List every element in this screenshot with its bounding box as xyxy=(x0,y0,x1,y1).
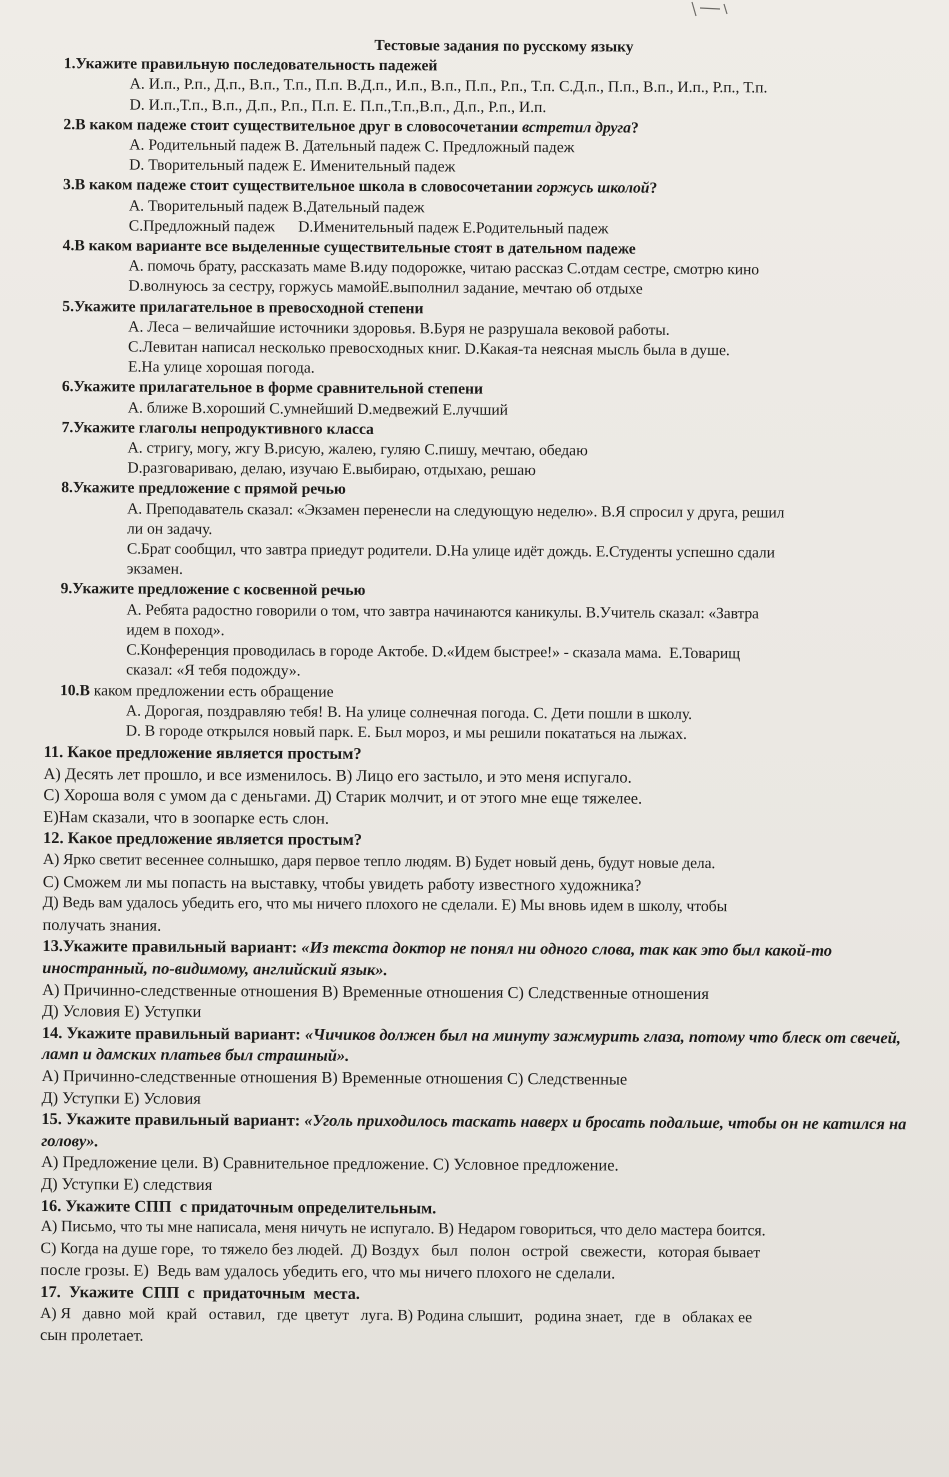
question-text: 4.В каком варианте все выделенные существительные стоят в дательном падеже xyxy=(62,237,636,258)
question-text: 15. Укажите правильный вариант: «Уголь приходилось таскать наверх и бросать подальше, чтобы он не катился на голову». xyxy=(41,1109,907,1151)
answer-line: сказал: «Я тебя подожду». xyxy=(126,661,301,680)
answer-line: А) Предложение цели. В) Сравнительное предложение. С) Условное предложение. xyxy=(41,1152,619,1175)
answer-line: Е.На улице хорошая погода. xyxy=(127,358,315,377)
answer-line: С) Когда на душе горе, то тяжело без людей. Д) Воздух был полон острой свежести, которая бывает xyxy=(40,1239,761,1262)
question-16 xyxy=(36,1195,917,1287)
question-text: 5.Укажите прилагательное в превосходной степени xyxy=(62,297,424,317)
answer-line: А) Ярко светит весеннее солнышко, даря первое тепло людям. В) Будет новый день, будут новые дела. xyxy=(42,851,716,873)
answer-line: Д) Уступки Е) Условия xyxy=(41,1087,201,1108)
answer-line: после грозы. Е) Ведь вам удалось убедить его, что мы ничего плохого не сделали. xyxy=(40,1260,616,1283)
answer-line: D.волнуюсь за сестру, горжусь мамойЕ.выполнил задание, мечтаю об отдыхе xyxy=(128,277,643,299)
answer-line: А) Я давно мой край оставил, где цветут луга. В) Родина слышит, родина знает, где в облаках ее xyxy=(40,1304,753,1326)
question-13 xyxy=(38,935,919,1027)
question-7 xyxy=(41,418,921,484)
answer-line: А. ближе В.хороший С.умнейший D.медвежий Е.лучший xyxy=(127,399,509,419)
question-text: 11. Какое предложение является простым? xyxy=(43,742,362,764)
answer-line: А. И.п., Р.п., Д.п., В.п., Т.п., П.п. В.Д.п., И.п., В.п., П.п., Р.п., Т.п. С.Д.п., П.п., В.п., И.п., Р.п., Т.п. xyxy=(129,75,768,97)
answer-line: D. В городе открылся новый парк. Е. Был мороз, и мы решили покататься на лыжах. xyxy=(125,722,688,743)
answer-line: А. Родительный падеж В. Дательный падеж С. Предложный падеж xyxy=(129,136,575,157)
question-text: 7.Укажите глаголы непродуктивного класса xyxy=(61,418,374,438)
answer-line: Д) Условия Е) Уступки xyxy=(41,1001,202,1022)
question-9 xyxy=(40,579,921,685)
document-title: Тестовые задания по русскому языку xyxy=(374,37,634,56)
question-3 xyxy=(43,175,923,241)
question-15 xyxy=(37,1108,918,1200)
question-4 xyxy=(42,236,922,302)
answer-line: С) Сможем ли мы попасть на выставку, чтобы увидеть работу известного художника? xyxy=(42,871,642,895)
question-text: 3.В каком падеже стоит существительное школа в словосочетании горжусь школой? xyxy=(63,176,658,198)
answer-line: идем в поход». xyxy=(126,621,225,640)
question-1 xyxy=(44,54,924,120)
question-5 xyxy=(42,297,922,383)
answer-line: экзамен. xyxy=(126,560,183,579)
question-text: 16. Укажите СПП с придаточным определительным. xyxy=(40,1195,437,1217)
question-17 xyxy=(36,1281,916,1351)
answer-line: С.Предложный падеж D.Именительный падеж Е.Родительный падеж xyxy=(128,217,609,238)
answer-line: А) Причинно-следственные отношения В) Временные отношения С) Следственные отношения xyxy=(42,979,709,1003)
question-8 xyxy=(41,478,922,584)
answer-line: С.Левитан написал несколько превосходных книг. D.Какая-та неясная мысль была в душе. xyxy=(128,338,730,360)
answer-line: А. Леса – величайшие источники здоровья. В.Буря не разрушала вековой работы. xyxy=(128,318,670,339)
question-2 xyxy=(43,115,923,181)
question-14 xyxy=(37,1022,918,1114)
question-text: 17. Укажите СПП с придаточным места. xyxy=(40,1281,360,1303)
answer-line: С) Хороша воля с умом да с деньгами. Д) Старик молчит, и от этого мне еще тяжелее. xyxy=(43,785,643,808)
question-text: 8.Укажите предложение с прямой речью xyxy=(61,479,346,499)
question-12 xyxy=(38,827,919,940)
answer-line: ли он задачу. xyxy=(126,520,213,538)
question-11 xyxy=(39,741,920,833)
answer-line: А) Письмо, что ты мне написала, меня ничуть не испугало. В) Недаром говориться, что дело мастера боится. xyxy=(40,1218,766,1240)
question-text: 2.В каком падеже стоит существительное друг в словосочетании встретил друга? xyxy=(63,115,639,137)
answer-line: А) Причинно-следственные отношения В) Временные отношения С) Следственные xyxy=(41,1066,628,1089)
answer-line: А) Десять лет прошло, и все изменилось. В) Лицо его застыло, и это меня испугало. xyxy=(43,763,632,787)
question-text: 13.Укажите правильный вариант: «Из текста доктор не понял ни одного слова, так как это был какой-то иностранный, по-видимому, английский язык». xyxy=(42,936,833,980)
question-text: 6.Укажите прилагательное в форме сравнительной степени xyxy=(61,378,484,399)
question-text: 1.Укажите правильную последовательность падежей xyxy=(63,55,438,75)
answer-line: А. стригу, могу, жгу В.рисую, жалею, гуляю С.пишу, мечтаю, обедаю xyxy=(127,439,588,460)
question-text: 10.В каком предложении есть обращение xyxy=(59,681,334,701)
question-text: 12. Какое предложение является простым? xyxy=(43,828,363,850)
answer-line: D. Творительный падеж Е. Именительный падеж xyxy=(129,156,456,176)
answer-line: Е)Нам сказали, что в зоопарке есть слон. xyxy=(43,806,330,828)
answer-line: С.Брат сообщил, что завтра приедут родители. D.На улице идёт дождь. Е.Студенты успешно сдали xyxy=(126,540,775,562)
answer-line: сын пролетает. xyxy=(39,1325,144,1345)
answer-line: D. И.п.,Т.п., В.п., Д.п., Р.п., П.п. Е. П.п.,Т.п.,В.п., Д.п., Р.п., И.п. xyxy=(129,96,547,116)
answer-line: получать знания. xyxy=(42,914,162,935)
answer-line: А. помочь брату, рассказать маме В.иду подорожке, читаю рассказ С.отдам сестре, смотрю кино xyxy=(128,257,760,279)
answer-line: А. Преподаватель сказал: «Экзамен перенесли на следующую неделю». В.Я спросил у друга, решил xyxy=(127,500,785,522)
question-text: 14. Укажите правильный вариант: «Чичиков должен был на минуту зажмурить глаза, потому что блеск от свечей, ламп и дамских платьев был страшный». xyxy=(41,1022,901,1066)
answer-line: А. Ребята радостно говорили о том, что завтра начинаются каникулы. В.Учитель сказал: «Завтра xyxy=(126,601,759,623)
test-document xyxy=(36,34,924,1351)
answer-line: А. Дорогая, поздравляю тебя! В. На улице солнечная погода. С. Дети пошли в школу. xyxy=(125,702,693,723)
question-text: 9.Укажите предложение с косвенной речью xyxy=(60,580,366,600)
question-6 xyxy=(42,377,922,423)
answer-line: Д) Ведь вам удалось убедить его, что мы ничего плохого не сделали. Е) Мы вновь идем в школу, чтобы xyxy=(42,894,728,916)
answer-line: А. Творительный падеж В.Дательный падеж xyxy=(128,197,425,216)
answer-line: С.Конференция проводилась в городе Актобе. D.«Идем быстрее!» - сказала мама. Е.Товарищ xyxy=(126,641,741,663)
answer-line: D.разговариваю, делаю, изучаю Е.выбираю, отдыхаю, решаю xyxy=(127,459,536,480)
question-10 xyxy=(40,680,920,746)
pen-mark xyxy=(690,0,770,18)
answer-line: Д) Уступки Е) следствия xyxy=(40,1173,213,1195)
